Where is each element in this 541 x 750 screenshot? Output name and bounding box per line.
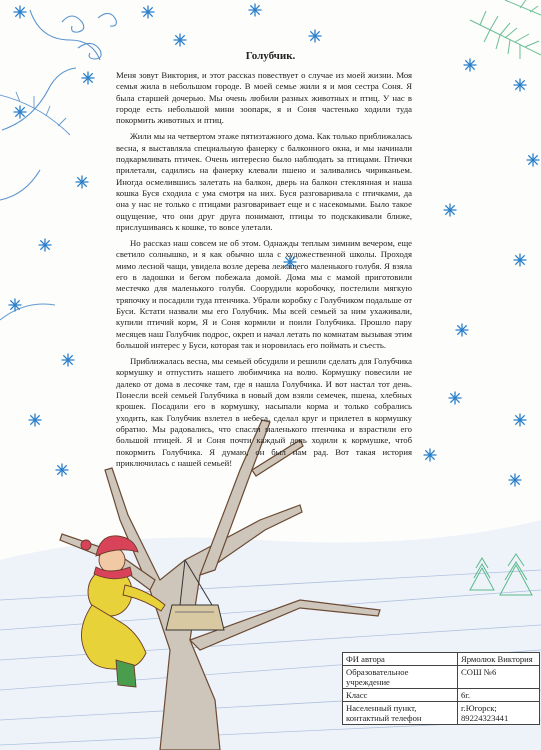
table-cell-label: Населенный пункт, контактный телефон — [343, 702, 458, 725]
table-row — [343, 666, 540, 689]
paragraph: Приближалась весна, мы семьей обсудили и решили сделать для Голубчика кормушку и отпустить нашего любимчика на волю. Кормушку повесили не далеко от дома в лесочке там, где я нашла Голубчика. И вот настал тот день. Понесли всей семьей Голубчика в новый дом взяли семечек, пшена, хлебных крошек. Посадили его в кормушку, насыпали корма и только собрались уходить, как Голубчик взлетел в небеса, сделал круг и прилетел в кормушку обратно. Мы радовались, что спасли маленького птенчика и взрастили его большой птицей. Я и Соня почти каждый день ходили к кормушке, чтоб покормить Голубчика. Я думаю, он был нам рад. Вот такая история приключилась с нашей семьей! — [116, 356, 412, 468]
table-cell-label: ФИ автора — [343, 653, 458, 666]
table-row — [343, 653, 540, 666]
author-info-table — [342, 652, 540, 725]
table-cell-value: 6г. — [458, 689, 540, 702]
paragraph: Но рассказ наш совсем не об этом. Однажды теплым зимним вечером, еще светило солнышко, и я как обычно шла с художественной школы. Проходя мимо лесной чащи, увидела возле дерева лежащего маленького голубя. Я взяла его в ладошки и бегом побежала домой. Дома мы с мамой приготовили местечко для маленького голубя. Соорудили коробочку, постелили мягкую тряпочку и посадили туда птенчика. Убрали коробку с Голубчиком подальше от Буси. Кстати назвали мы его Голубчик. Мы всей семьей за ним ухаживали, купили птичий корм, Я и Соня кормили и поили Голубчика. Прошло пару месяцев наш Голубчик подрос, окреп и начал летать по комнатам вызывая этим большой интерес у Буси, которая так и норовилась его поймать и съесть. — [116, 238, 412, 350]
page-title: Голубчик. — [245, 50, 296, 62]
table-row — [343, 702, 540, 725]
table-cell-value: Ярмолюк Виктория — [458, 653, 540, 666]
table-cell-label: Класс — [343, 689, 458, 702]
table-cell-value: г.Югорск; 89224323441 — [458, 702, 540, 725]
table-cell-label: Образовательное учреждение — [343, 666, 458, 689]
story-text — [116, 70, 412, 474]
paragraph: Меня зовут Виктория, и этот рассказ повествует о случае из моей жизни. Моя семья жила в небольшом городе. В моей семье жили я и моя сестра Соня. Я была старшей дочерью. Мы очень любили разных животных и птиц. У нас в городе есть небольшой мини зоопарк, я и Соня частенько ходили туда покормить животных и птиц. — [116, 70, 412, 126]
table-cell-value: СОШ №6 — [458, 666, 540, 689]
paragraph: Жили мы на четвертом этаже пятиэтажного дома. Как только приближалась весна, я выставляла специальную фанерку с балконного окна, и мы начинали подкармливать птичек. Очень интересно было наблюдать за птицами. Птички прилетали, садились на фанерку клевали пшено и заливались чириканьем. Иногда осмелившись залетать на балкон, дверь на балкон стеклянная и наша кошка Буся сходила с ума смотря на них. Буся разговаривала с птичками, да она у нас не только с птицами разговаривает еще и с насекомыми. Было такое ощущение, что они друг друга понимают, птицы то подскакивали ближе, прислушиваясь к кошке, то вовсе улетали. — [116, 131, 412, 232]
table-row — [343, 689, 540, 702]
